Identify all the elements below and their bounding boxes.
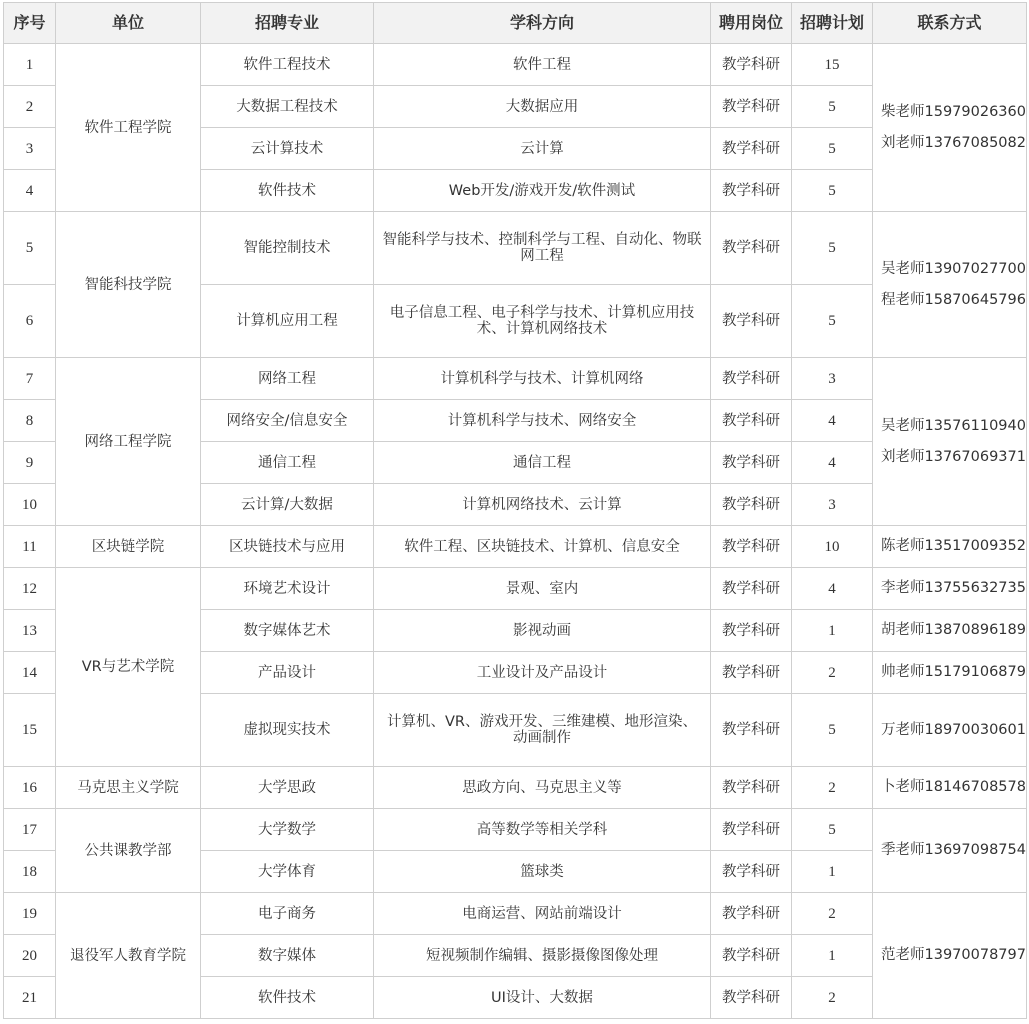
direction-cell: 篮球类 bbox=[374, 851, 711, 893]
row-index: 12 bbox=[4, 568, 56, 610]
direction-cell: 电商运营、网站前端设计 bbox=[374, 893, 711, 935]
major-cell: 电子商务 bbox=[201, 893, 374, 935]
row-index: 8 bbox=[4, 400, 56, 442]
row-index: 19 bbox=[4, 893, 56, 935]
unit-cell: 软件工程学院 bbox=[56, 44, 201, 212]
contact-line: 陈老师13517009352 bbox=[881, 538, 1026, 554]
row-index: 20 bbox=[4, 935, 56, 977]
major-cell: 区块链技术与应用 bbox=[201, 526, 374, 568]
major-cell: 软件技术 bbox=[201, 977, 374, 1019]
direction-cell: 景观、室内 bbox=[374, 568, 711, 610]
plan-cell: 3 bbox=[792, 484, 873, 526]
row-index: 16 bbox=[4, 767, 56, 809]
header-contact: 联系方式 bbox=[873, 3, 1027, 44]
direction-cell: 影视动画 bbox=[374, 610, 711, 652]
direction-cell: 高等数学等相关学科 bbox=[374, 809, 711, 851]
contact-line: 刘老师13767085082 bbox=[881, 134, 1026, 151]
post-cell: 教学科研 bbox=[711, 851, 792, 893]
plan-cell: 2 bbox=[792, 977, 873, 1019]
plan-cell: 5 bbox=[792, 86, 873, 128]
post-cell: 教学科研 bbox=[711, 809, 792, 851]
contact-line: 胡老师13870896189 bbox=[881, 622, 1026, 638]
contact-line: 吴老师13907027700 bbox=[881, 260, 1026, 277]
post-cell: 教学科研 bbox=[711, 86, 792, 128]
table-row bbox=[4, 212, 1027, 285]
post-cell: 教学科研 bbox=[711, 128, 792, 170]
direction-cell: 智能科学与技术、控制科学与工程、自动化、物联网工程 bbox=[374, 212, 711, 285]
row-index: 4 bbox=[4, 170, 56, 212]
contact-line: 柴老师15979026360 bbox=[881, 103, 1026, 120]
contact-cell bbox=[873, 893, 1027, 1019]
header-index: 序号 bbox=[4, 3, 56, 44]
direction-cell: 工业设计及产品设计 bbox=[374, 652, 711, 694]
post-cell: 教学科研 bbox=[711, 400, 792, 442]
plan-cell: 5 bbox=[792, 128, 873, 170]
contact-cell bbox=[873, 526, 1027, 568]
header-major: 招聘专业 bbox=[201, 3, 374, 44]
row-index: 9 bbox=[4, 442, 56, 484]
post-cell: 教学科研 bbox=[711, 285, 792, 358]
header-plan: 招聘计划 bbox=[792, 3, 873, 44]
major-cell: 软件技术 bbox=[201, 170, 374, 212]
post-cell: 教学科研 bbox=[711, 568, 792, 610]
post-cell: 教学科研 bbox=[711, 893, 792, 935]
contact-cell bbox=[873, 568, 1027, 610]
direction-cell: Web开发/游戏开发/软件测试 bbox=[374, 170, 711, 212]
plan-cell: 1 bbox=[792, 851, 873, 893]
major-cell: 通信工程 bbox=[201, 442, 374, 484]
contact-cell bbox=[873, 767, 1027, 809]
row-index: 2 bbox=[4, 86, 56, 128]
contact-line: 季老师13697098754 bbox=[881, 842, 1026, 858]
post-cell: 教学科研 bbox=[711, 767, 792, 809]
direction-cell: 通信工程 bbox=[374, 442, 711, 484]
post-cell: 教学科研 bbox=[711, 977, 792, 1019]
plan-cell: 5 bbox=[792, 285, 873, 358]
direction-cell: 计算机科学与技术、计算机网络 bbox=[374, 358, 711, 400]
major-cell: 云计算/大数据 bbox=[201, 484, 374, 526]
major-cell: 网络安全/信息安全 bbox=[201, 400, 374, 442]
contact-cell bbox=[873, 610, 1027, 652]
unit-cell: 网络工程学院 bbox=[56, 358, 201, 526]
row-index: 11 bbox=[4, 526, 56, 568]
plan-cell: 2 bbox=[792, 652, 873, 694]
plan-cell: 10 bbox=[792, 526, 873, 568]
contact-cell bbox=[873, 652, 1027, 694]
row-index: 10 bbox=[4, 484, 56, 526]
plan-cell: 4 bbox=[792, 400, 873, 442]
post-cell: 教学科研 bbox=[711, 652, 792, 694]
plan-cell: 4 bbox=[792, 442, 873, 484]
contact-line: 万老师18970030601 bbox=[881, 721, 1026, 738]
major-cell: 虚拟现实技术 bbox=[201, 694, 374, 767]
major-cell: 大学数学 bbox=[201, 809, 374, 851]
post-cell: 教学科研 bbox=[711, 694, 792, 767]
contact-line: 吴老师13576110940 bbox=[881, 417, 1026, 434]
post-cell: 教学科研 bbox=[711, 442, 792, 484]
post-cell: 教学科研 bbox=[711, 358, 792, 400]
major-cell: 网络工程 bbox=[201, 358, 374, 400]
direction-cell: 计算机网络技术、云计算 bbox=[374, 484, 711, 526]
table-row bbox=[4, 767, 1027, 809]
post-cell: 教学科研 bbox=[711, 44, 792, 86]
contact-cell bbox=[873, 212, 1027, 358]
major-cell: 数字媒体艺术 bbox=[201, 610, 374, 652]
contact-cell bbox=[873, 809, 1027, 893]
major-cell: 大学体育 bbox=[201, 851, 374, 893]
major-cell: 产品设计 bbox=[201, 652, 374, 694]
post-cell: 教学科研 bbox=[711, 212, 792, 285]
row-index: 5 bbox=[4, 212, 56, 285]
table-row bbox=[4, 809, 1027, 851]
row-index: 14 bbox=[4, 652, 56, 694]
post-cell: 教学科研 bbox=[711, 610, 792, 652]
direction-cell: 计算机科学与技术、网络安全 bbox=[374, 400, 711, 442]
direction-cell: 云计算 bbox=[374, 128, 711, 170]
plan-cell: 5 bbox=[792, 694, 873, 767]
table-header-row bbox=[4, 3, 1027, 44]
plan-cell: 5 bbox=[792, 212, 873, 285]
plan-cell: 15 bbox=[792, 44, 873, 86]
unit-cell: 区块链学院 bbox=[56, 526, 201, 568]
plan-cell: 5 bbox=[792, 170, 873, 212]
plan-cell: 4 bbox=[792, 568, 873, 610]
plan-cell: 1 bbox=[792, 935, 873, 977]
unit-cell: 马克思主义学院 bbox=[56, 767, 201, 809]
header-post: 聘用岗位 bbox=[711, 3, 792, 44]
unit-cell: 公共课教学部 bbox=[56, 809, 201, 893]
plan-cell: 3 bbox=[792, 358, 873, 400]
contact-line: 李老师13755632735 bbox=[881, 580, 1026, 596]
recruitment-table bbox=[3, 2, 1027, 1019]
contact-cell bbox=[873, 694, 1027, 767]
major-cell: 软件工程技术 bbox=[201, 44, 374, 86]
contact-line: 程老师15870645796 bbox=[881, 291, 1026, 308]
row-index: 18 bbox=[4, 851, 56, 893]
contact-line: 刘老师13767069371 bbox=[881, 448, 1026, 465]
table-row bbox=[4, 358, 1027, 400]
row-index: 1 bbox=[4, 44, 56, 86]
post-cell: 教学科研 bbox=[711, 170, 792, 212]
table-row bbox=[4, 893, 1027, 935]
unit-cell: 退役军人教育学院 bbox=[56, 893, 201, 1019]
plan-cell: 5 bbox=[792, 809, 873, 851]
table-row bbox=[4, 44, 1027, 86]
direction-cell: 短视频制作编辑、摄影摄像图像处理 bbox=[374, 935, 711, 977]
row-index: 3 bbox=[4, 128, 56, 170]
plan-cell: 2 bbox=[792, 767, 873, 809]
row-index: 21 bbox=[4, 977, 56, 1019]
direction-cell: 电子信息工程、电子科学与技术、计算机应用技术、计算机网络技术 bbox=[374, 285, 711, 358]
major-cell: 计算机应用工程 bbox=[201, 285, 374, 358]
unit-cell: 智能科技学院 bbox=[56, 212, 201, 358]
direction-cell: 大数据应用 bbox=[374, 86, 711, 128]
post-cell: 教学科研 bbox=[711, 935, 792, 977]
direction-cell: 计算机、VR、游戏开发、三维建模、地形渲染、动画制作 bbox=[374, 694, 711, 767]
row-index: 13 bbox=[4, 610, 56, 652]
header-unit: 单位 bbox=[56, 3, 201, 44]
table-row bbox=[4, 526, 1027, 568]
plan-cell: 2 bbox=[792, 893, 873, 935]
contact-cell bbox=[873, 44, 1027, 212]
major-cell: 云计算技术 bbox=[201, 128, 374, 170]
direction-cell: UI设计、大数据 bbox=[374, 977, 711, 1019]
contact-line: 卜老师18146708578 bbox=[881, 779, 1026, 795]
major-cell: 智能控制技术 bbox=[201, 212, 374, 285]
post-cell: 教学科研 bbox=[711, 484, 792, 526]
contact-cell bbox=[873, 358, 1027, 526]
table-row bbox=[4, 568, 1027, 610]
row-index: 7 bbox=[4, 358, 56, 400]
unit-cell: VR与艺术学院 bbox=[56, 568, 201, 767]
major-cell: 数字媒体 bbox=[201, 935, 374, 977]
direction-cell: 软件工程、区块链技术、计算机、信息安全 bbox=[374, 526, 711, 568]
major-cell: 大学思政 bbox=[201, 767, 374, 809]
row-index: 17 bbox=[4, 809, 56, 851]
contact-line: 范老师13970078797 bbox=[881, 947, 1026, 963]
row-index: 15 bbox=[4, 694, 56, 767]
direction-cell: 思政方向、马克思主义等 bbox=[374, 767, 711, 809]
plan-cell: 1 bbox=[792, 610, 873, 652]
direction-cell: 软件工程 bbox=[374, 44, 711, 86]
post-cell: 教学科研 bbox=[711, 526, 792, 568]
row-index: 6 bbox=[4, 285, 56, 358]
major-cell: 大数据工程技术 bbox=[201, 86, 374, 128]
major-cell: 环境艺术设计 bbox=[201, 568, 374, 610]
header-direction: 学科方向 bbox=[374, 3, 711, 44]
contact-line: 帅老师15179106879 bbox=[881, 664, 1026, 680]
